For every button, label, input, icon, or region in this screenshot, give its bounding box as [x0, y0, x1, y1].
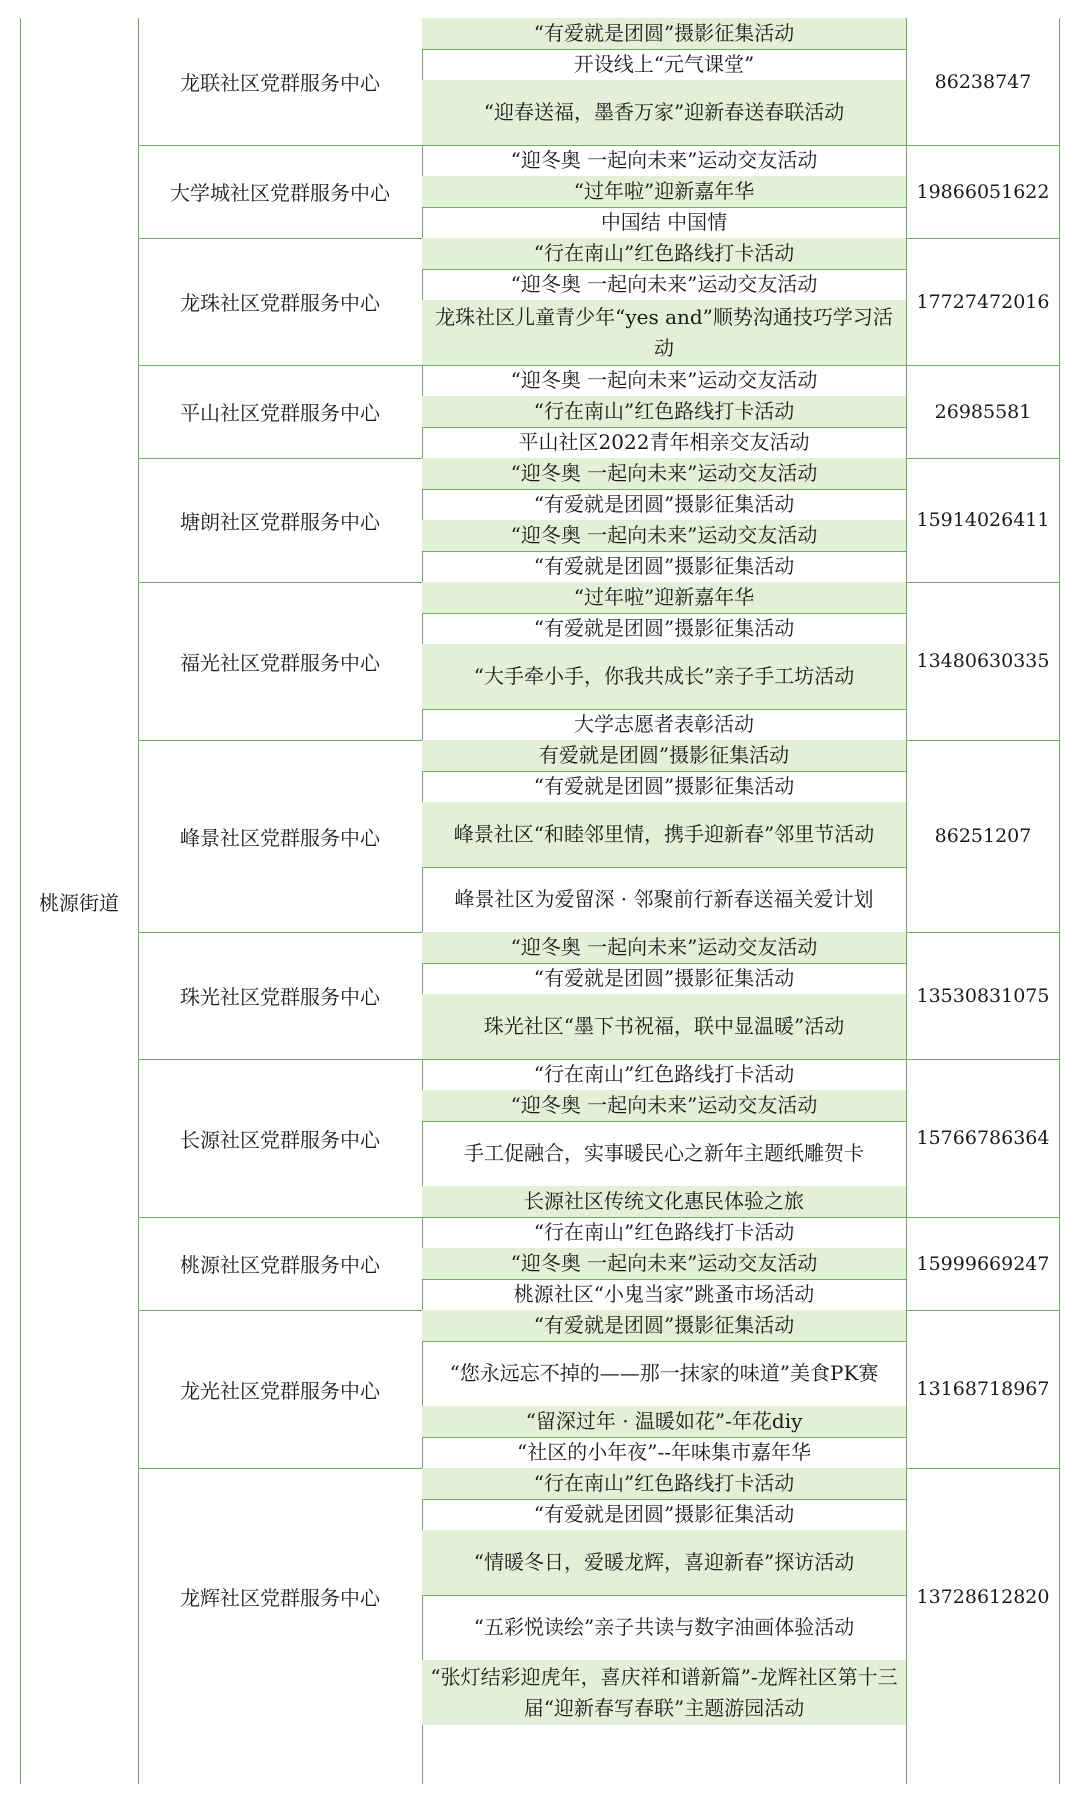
community-center-name: 桃源社区党群服务中心: [180, 1253, 380, 1277]
activity-cell: “迎冬奥 一起向未来”运动交友活动: [422, 520, 906, 551]
phone-number: 15914026411: [916, 509, 1050, 531]
activity-cell: 中国结 中国情: [600, 210, 728, 234]
phone-number: 15766786364: [916, 1127, 1050, 1149]
activity-cell: “行在南山”红色路线打卡活动: [422, 396, 906, 427]
activity-cell: 珠光社区“墨下书祝福，联中显温暖”活动: [422, 994, 906, 1059]
activity-cell: “社区的小年夜”--年味集市嘉年华: [517, 1440, 811, 1464]
activity-cell: 开设线上“元气课堂”: [573, 52, 755, 76]
activity-cell: 长源社区传统文化惠民体验之旅: [422, 1186, 906, 1217]
activity-cell: 峰景社区为爱留深 · 邻聚前行新春送福关爱计划: [454, 887, 874, 911]
phone-number: 15999669247: [916, 1252, 1050, 1275]
activity-cell: “有爱就是团圆”摄影征集活动: [422, 1310, 906, 1341]
community-center-name: 大学城社区党群服务中心: [170, 181, 390, 205]
phone-number: 26985581: [934, 400, 1032, 423]
activity-cell: “五彩悦读绘”亲子共读与数字油画体验活动: [473, 1615, 855, 1639]
activity-cell: “有爱就是团圆”摄影征集活动: [533, 616, 795, 640]
activity-cell: “迎冬奥 一起向未来”运动交友活动: [510, 272, 818, 296]
activity-cell: “过年啦”迎新嘉年华: [422, 582, 906, 613]
activity-cell: 龙珠社区儿童青少年“yes and”顺势沟通技巧学习活动: [422, 300, 906, 365]
activity-cell: “您永远忘不掉的——那一抹家的味道”美食PK赛: [449, 1361, 879, 1385]
community-center-name: 龙联社区党群服务中心: [180, 71, 380, 95]
activity-table: [20, 18, 1060, 1784]
activity-cell: “行在南山”红色路线打卡活动: [422, 238, 906, 269]
phone-number: 13480630335: [916, 650, 1050, 672]
activity-cell: “迎冬奥 一起向未来”运动交友活动: [422, 458, 906, 489]
community-center-name: 长源社区党群服务中心: [180, 1127, 380, 1152]
activity-cell: “迎冬奥 一起向未来”运动交友活动: [510, 368, 818, 392]
community-center-name: 龙珠社区党群服务中心: [180, 291, 380, 315]
activity-cell: “迎冬奥 一起向未来”运动交友活动: [422, 1090, 906, 1121]
activity-cell: “行在南山”红色路线打卡活动: [533, 1220, 795, 1244]
activity-cell: “行在南山”红色路线打卡活动: [422, 1468, 906, 1499]
activity-cell: “过年啦”迎新嘉年华: [422, 176, 906, 207]
phone-number: 13530831075: [916, 984, 1050, 1007]
activity-cell: 有爱就是团圆”摄影征集活动: [422, 740, 906, 771]
activity-cell: 平山社区2022青年相亲交友活动: [518, 430, 810, 454]
activity-cell: “迎冬奥 一起向未来”运动交友活动: [422, 1248, 906, 1279]
activity-cell: “有爱就是团圆”摄影征集活动: [533, 1502, 795, 1526]
phone-number: 17727472016: [916, 290, 1050, 313]
activity-cell: “有爱就是团圆”摄影征集活动: [533, 554, 795, 578]
activity-cell: 手工促融合，实事暖民心之新年主题纸雕贺卡: [464, 1141, 864, 1165]
community-center-name: 平山社区党群服务中心: [180, 401, 380, 425]
activity-cell: “迎冬奥 一起向未来”运动交友活动: [510, 148, 818, 172]
community-center-name: 龙辉社区党群服务中心: [180, 1586, 380, 1610]
community-center-name: 峰景社区党群服务中心: [180, 825, 380, 850]
phone-number: 13168718967: [916, 1378, 1050, 1400]
phone-number: 13728612820: [916, 1585, 1050, 1608]
community-center-name: 塘朗社区党群服务中心: [180, 509, 380, 534]
activity-cell: “有爱就是团圆”摄影征集活动: [533, 492, 795, 516]
activity-cell: “迎冬奥 一起向未来”运动交友活动: [422, 932, 906, 963]
activity-cell: “大手牵小手，你我共成长”亲子手工坊活动: [422, 644, 906, 709]
community-center-name: 福光社区党群服务中心: [180, 650, 380, 675]
activity-cell: “留深过年 · 温暖如花”-年花diy: [422, 1406, 906, 1437]
activity-cell: 大学志愿者表彰活动: [574, 712, 754, 736]
phone-number: 86251207: [934, 825, 1032, 847]
community-center-name: 龙光社区党群服务中心: [180, 1378, 380, 1403]
activity-cell: “有爱就是团圆”摄影征集活动: [422, 18, 906, 49]
community-center-name: 珠光社区党群服务中心: [180, 985, 380, 1009]
activity-cell: “迎春送福，墨香万家”迎新春送春联活动: [422, 80, 906, 145]
activity-cell: 峰景社区“和睦邻里情，携手迎新春”邻里节活动: [422, 802, 906, 867]
activity-cell: “张灯结彩迎虎年，喜庆祥和谱新篇”-龙辉社区第十三届“迎新春写春联”主题游园活动: [422, 1660, 906, 1725]
street-name: 桃源街道: [39, 890, 119, 915]
activity-cell: “有爱就是团圆”摄影征集活动: [533, 774, 795, 798]
activity-cell: “情暖冬日，爱暖龙辉，喜迎新春”探访活动: [422, 1530, 906, 1595]
activity-cell: “有爱就是团圆”摄影征集活动: [533, 966, 795, 990]
activity-cell: “行在南山”红色路线打卡活动: [533, 1062, 795, 1086]
activity-cell: 桃源社区“小鬼当家”跳蚤市场活动: [513, 1282, 815, 1306]
phone-number: 86238747: [934, 70, 1032, 93]
phone-number: 19866051622: [916, 180, 1050, 203]
